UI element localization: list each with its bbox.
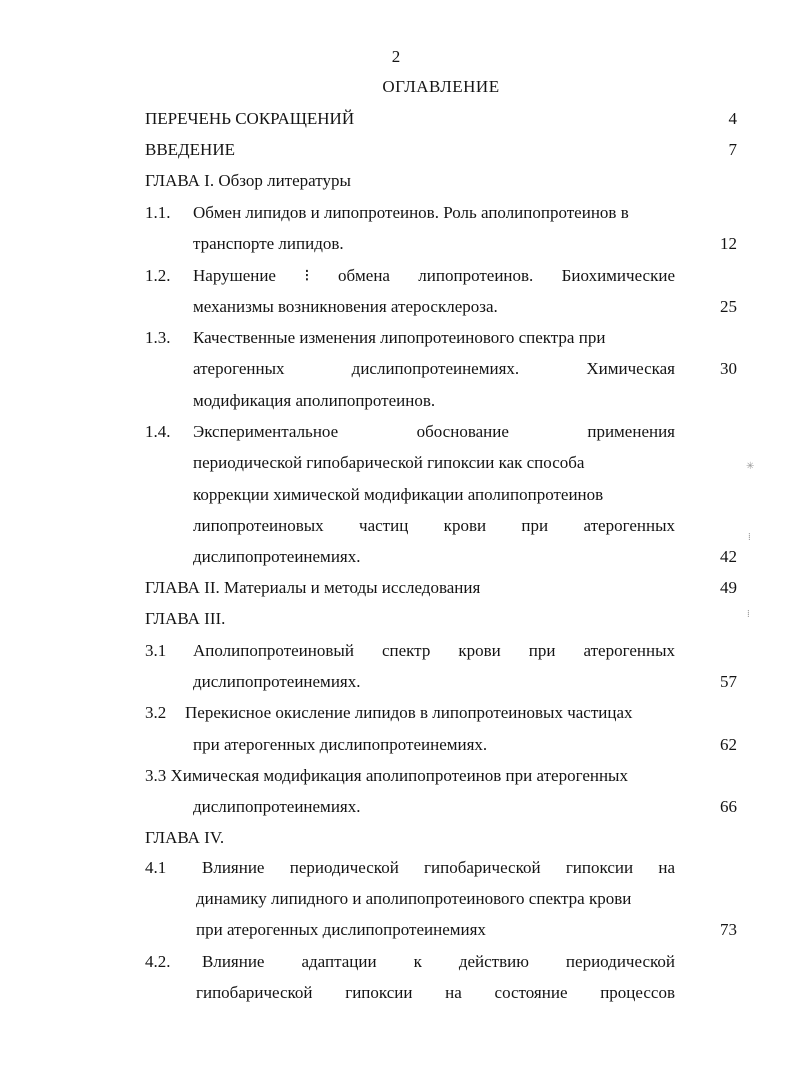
- toc-section-title: липопротеиновых частиц крови при атерогенных: [193, 516, 675, 535]
- scan-artifact: ⁞: [747, 609, 750, 620]
- toc-section-title: модификация аполипопротеинов.: [193, 391, 436, 410]
- toc-section-title: 3.3 Химическая модификация аполипопротеинов при атерогенных: [145, 766, 628, 785]
- toc-page-number: 62: [720, 735, 737, 754]
- toc-section-title: Перекисное окисление липидов в липопротеиновых частицах: [185, 703, 633, 722]
- page-title: ОГЛАВЛЕНИЕ: [382, 77, 500, 96]
- toc-section-title: при атерогенных дислипопротеинемиях: [196, 920, 486, 939]
- toc-section-number: 1.1.: [145, 203, 171, 222]
- toc-section-title: атерогенных дислипопротеинемиях. Химическая: [193, 359, 675, 378]
- toc-entry-abbreviations: ПЕРЕЧЕНЬ СОКРАЩЕНИЙ: [145, 109, 355, 128]
- toc-section-title: транспорте липидов.: [193, 234, 344, 253]
- toc-page-number: 42: [720, 547, 737, 566]
- toc-section-number: 1.3.: [145, 328, 171, 347]
- toc-page-number: 73: [720, 920, 737, 939]
- toc-section-title: Нарушение ⁝ обмена липопротеинов. Биохимические: [193, 266, 675, 285]
- page-number: 2: [391, 47, 401, 66]
- toc-section-title: динамику липидного и аполипопротеинового спектра крови: [196, 889, 632, 908]
- scan-artifact: ✳: [746, 461, 755, 472]
- toc-section-number: 1.4.: [145, 422, 171, 441]
- toc-section-title: механизмы возникновения атеросклероза.: [193, 297, 498, 316]
- toc-page-number: 30: [720, 359, 737, 378]
- toc-section-title: Экспериментальное обоснование применения: [193, 422, 675, 441]
- toc-section-title: Аполипопротеиновый спектр крови при атерогенных: [193, 641, 675, 660]
- toc-section-title: Влияние периодической гипобарической гипоксии на: [202, 858, 675, 877]
- toc-page-number: 57: [720, 672, 737, 691]
- toc-section-title: Качественные изменения липопротеинового спектра при: [193, 328, 606, 347]
- toc-section-title: при атерогенных дислипопротеинемиях.: [193, 735, 488, 754]
- toc-section-title: Влияние адаптации к действию периодической: [202, 952, 675, 971]
- toc-section-title: дислипопротеинемиях.: [193, 547, 361, 566]
- toc-page-number: 7: [728, 140, 737, 159]
- toc-page-number: 66: [720, 797, 737, 816]
- toc-section-number: 3.2: [145, 703, 167, 722]
- toc-chapter-3: ГЛАВА III.: [145, 609, 226, 628]
- toc-chapter-4: ГЛАВА IV.: [145, 828, 225, 847]
- toc-page-number: 49: [720, 578, 737, 597]
- toc-section-title: периодической гипобарической гипоксии как способа: [193, 453, 585, 472]
- toc-entry-introduction: ВВЕДЕНИЕ: [145, 140, 235, 159]
- toc-section-title: дислипопротеинемиях.: [193, 672, 361, 691]
- toc-section-title: Обмен липидов и липопротеинов. Роль аполипопротеинов в: [193, 203, 629, 222]
- toc-section-title: коррекции химической модификации аполипопротеинов: [193, 485, 604, 504]
- toc-section-number: 4.2.: [145, 952, 171, 971]
- toc-page-number: 12: [720, 234, 737, 253]
- toc-section-number: 3.1: [145, 641, 167, 660]
- toc-chapter-2: ГЛАВА II. Материалы и методы исследования: [145, 578, 481, 597]
- toc-section-title: дислипопротеинемиях.: [193, 797, 361, 816]
- scan-artifact: ⁞: [748, 532, 751, 543]
- toc-page-number: 25: [720, 297, 737, 316]
- toc-chapter-1: ГЛАВА I. Обзор литературы: [145, 171, 351, 190]
- toc-section-title: гипобарической гипоксии на состояние процессов: [196, 983, 675, 1002]
- toc-page-number: 4: [728, 109, 737, 128]
- toc-section-number: 4.1: [145, 858, 167, 877]
- toc-section-number: 1.2.: [145, 266, 171, 285]
